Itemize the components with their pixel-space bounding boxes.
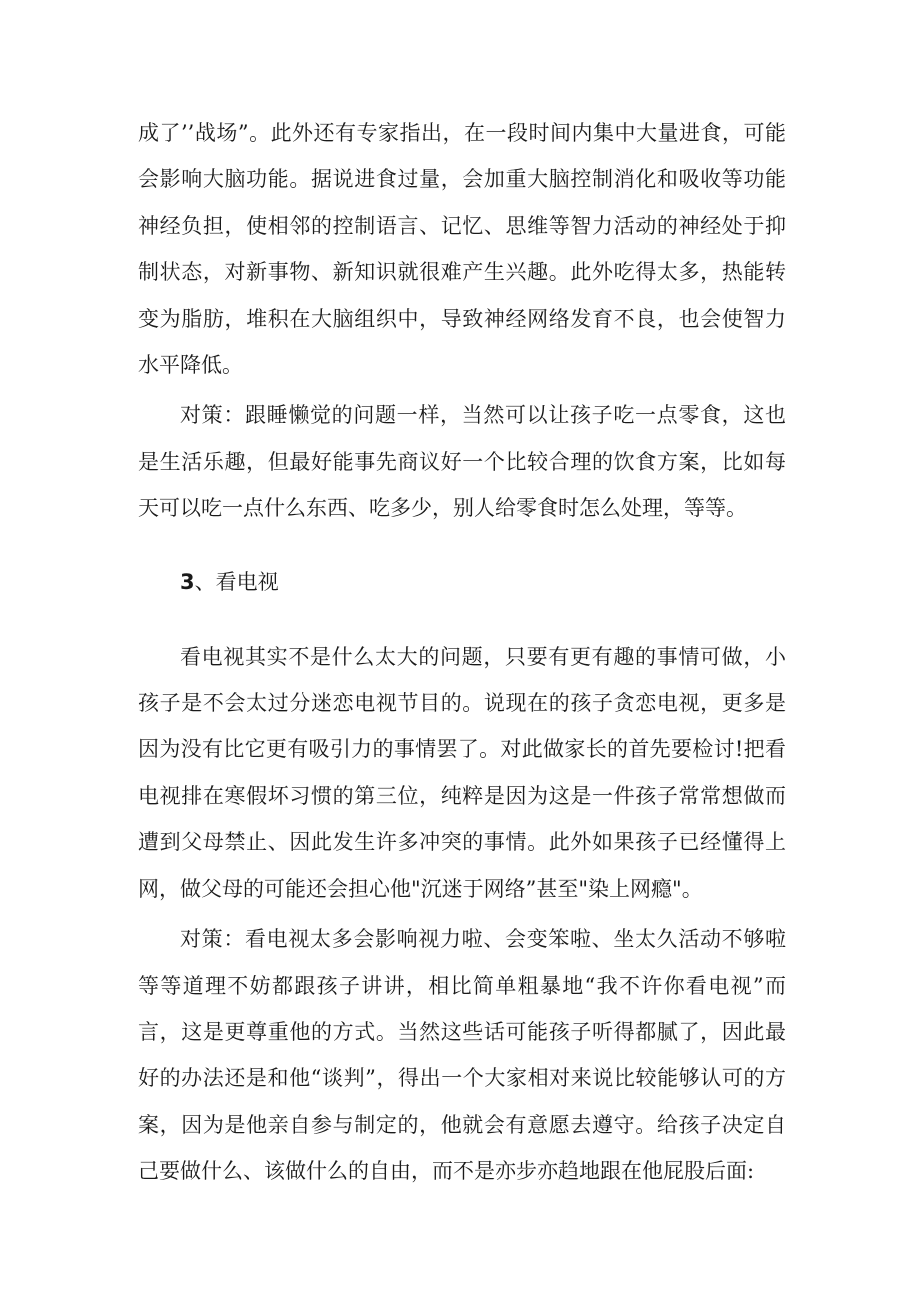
section-heading <box>138 564 786 600</box>
paragraph-tv-intro: 看电视其实不是什么太大的问题，只要有更有趣的事情可做，小孩子是不会太过分迷恋电视节目的。说现在的孩子贪恋电视，更多是因为没有比它更有吸引力的事情罢了。对此做家长的首先要检讨!把看电视排在寒假坏习惯的第三位，纯粹是因为这是一件孩子常常想做而遭到父母禁止、因此发生许多冲突的事情。此外如果孩子已经懂得上网，做父母的可能还会担心他"沉迷于网络”甚至"染上网瘾"。 <box>138 644 786 901</box>
document-body <box>138 110 786 1195</box>
section-title: 看电视 <box>215 569 279 594</box>
section-separator: 、 <box>194 569 216 594</box>
section-number: 3 <box>180 569 195 594</box>
paragraph-continuation: 成了’’战场”。此外还有专家指出，在一段时间内集中大量进食，可能会影响大脑功能。据说进食过量，会加重大脑控制消化和吸收等功能神经负担，使相邻的控制语言、记忆、思维等智力活动的神经处于抑制状态，对新事物、新知识就很难产生兴趣。此外吃得太多，热能转变为脂肪，堆积在大脑组织中，导致神经网络发育不良，也会使智力水平降低。 <box>138 121 786 378</box>
paragraph-countermeasure-snacks: 对策：跟睡懒觉的问题一样，当然可以让孩子吃一点零食，这也是生活乐趣，但最好能事先商议好一个比较合理的饮食方案，比如每天可以吃一点什么东西、吃多少，别人给零食时怎么处理，等等。 <box>138 403 786 521</box>
paragraph-countermeasure-tv: 对策：看电视太多会影响视力啦、会变笨啦、坐太久活动不够啦等等道理不妨都跟孩子讲讲，相比简单粗暴地“我不许你看电视”而言，这是更尊重他的方式。当然这些话可能孩子听得都腻了，因此最好的办法还是和他“谈判”，得出一个大家相对来说比较能够认可的方案，因为是他亲自参与制定的，他就会有意愿去遵守。给孩子决定自己要做什么、该做什么的自由，而不是亦步亦趋地跟在他屁股后面: <box>138 927 786 1184</box>
